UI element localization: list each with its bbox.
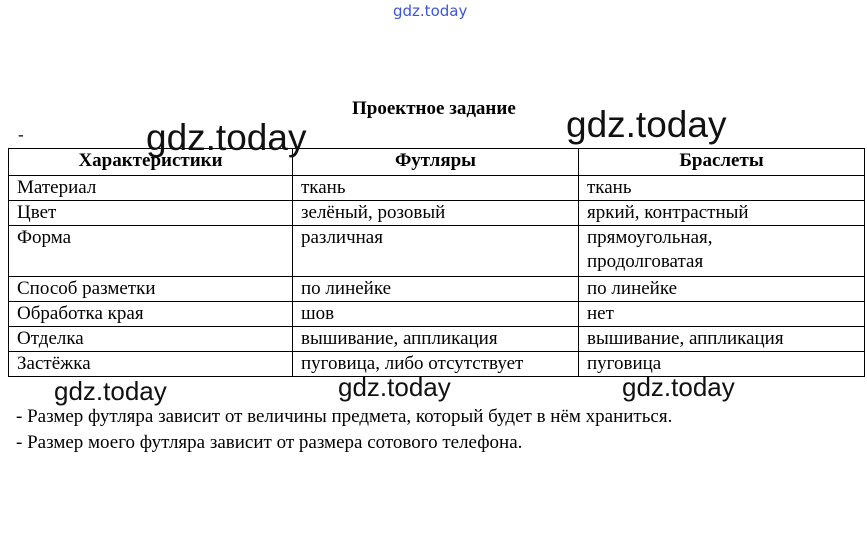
page-title: Проектное задание bbox=[352, 98, 516, 119]
watermark: gdz.today bbox=[566, 104, 727, 145]
bracelets-cell: по линейке bbox=[579, 277, 865, 302]
row-label: Застёжка bbox=[9, 352, 293, 377]
table-row bbox=[9, 277, 865, 302]
bracelets-cell: прямоугольная, продолговатая bbox=[579, 226, 865, 277]
table-row bbox=[9, 302, 865, 327]
watermark: gdz.today bbox=[146, 117, 307, 158]
header-cases: Футляры bbox=[293, 149, 579, 176]
cases-cell: зелёный, розовый bbox=[293, 201, 579, 226]
header-characteristics: Характеристики bbox=[9, 149, 293, 176]
cases-cell: вышивание, аппликация bbox=[293, 327, 579, 352]
dash-mark: - bbox=[18, 125, 24, 144]
watermark: gdz.today bbox=[338, 372, 451, 402]
cases-cell: ткань bbox=[293, 176, 579, 201]
table-row bbox=[9, 176, 865, 201]
row-label: Форма bbox=[9, 226, 293, 277]
row-label: Отделка bbox=[9, 327, 293, 352]
note-line: - Размер моего футляра зависит от размера сотового телефона. bbox=[16, 432, 523, 453]
characteristics-table bbox=[8, 148, 865, 377]
bracelets-cell: яркий, контрастный bbox=[579, 201, 865, 226]
cases-cell: пуговица, либо отсутствует bbox=[293, 352, 579, 377]
watermark-top: gdz.today bbox=[393, 2, 468, 20]
watermark: gdz.today bbox=[54, 376, 167, 406]
table-row bbox=[9, 226, 865, 277]
table-header-row bbox=[9, 149, 865, 176]
cases-cell: шов bbox=[293, 302, 579, 327]
watermark: gdz.today bbox=[622, 372, 735, 402]
row-label: Обработка края bbox=[9, 302, 293, 327]
table-row bbox=[9, 327, 865, 352]
bracelets-cell: нет bbox=[579, 302, 865, 327]
bracelets-cell: ткань bbox=[579, 176, 865, 201]
note-line: - Размер футляра зависит от величины предмета, который будет в нём храниться. bbox=[16, 406, 673, 427]
bracelets-cell: вышивание, аппликация bbox=[579, 327, 865, 352]
row-label: Материал bbox=[9, 176, 293, 201]
header-bracelets: Браслеты bbox=[579, 149, 865, 176]
row-label: Способ разметки bbox=[9, 277, 293, 302]
notes bbox=[16, 404, 672, 456]
table-row bbox=[9, 201, 865, 226]
cases-cell: различная bbox=[293, 226, 579, 277]
cases-cell: по линейке bbox=[293, 277, 579, 302]
bracelets-cell: пуговица bbox=[579, 352, 865, 377]
row-label: Цвет bbox=[9, 201, 293, 226]
